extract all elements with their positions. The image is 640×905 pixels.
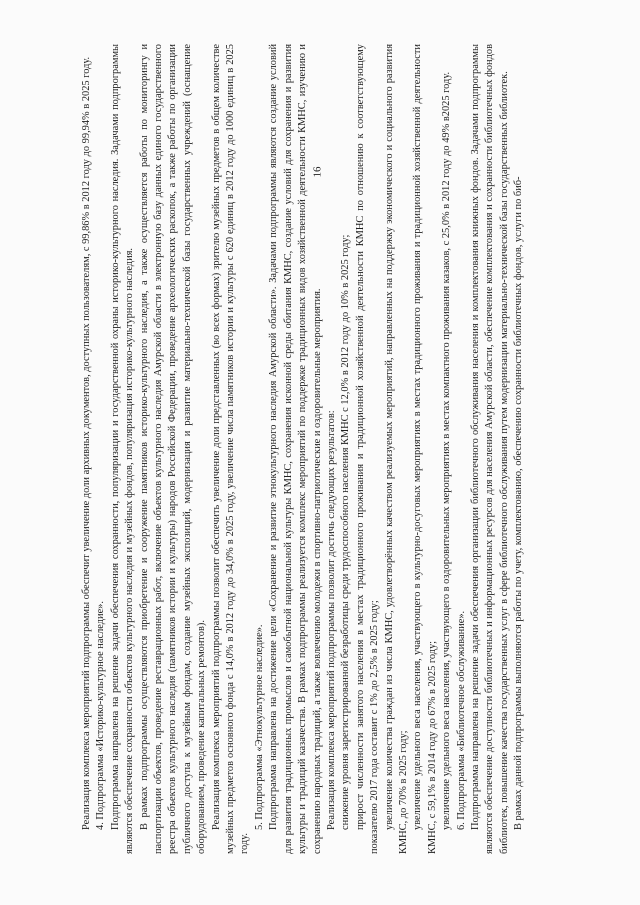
paragraph: 4. Подпрограмма «Историко-культурное наследие». xyxy=(95,601,107,830)
paragraph: увеличение количества граждан из числа КМНС, удовлетворённых качеством реализуемых мероприятий, направленных на поддержку экономического и социального развития КМНС, до 70% в 2025 году; xyxy=(383,44,409,854)
paragraph: В рамках подпрограммы осуществляются приобретение и сооружение памятников историко-культурного наследия, а также осуществляется работы по мониторингу и паспортизации объектов, проведение реставрационных работ, включение объектов культурного наследия Амурской области в электронную базу данных единого государственного реестра объектов культурного наследия (памятников истории и культуры) народов Российской Федерации, проведение археологических раскопок, а также работы по организации публичного доступа к музейным фондам, создание музейных экспозиций, модернизация и развитие материально-технической базы государственных учреждений (оснащение оборудованием, проведение капитальных ремонтов). xyxy=(138,44,208,854)
document-body xyxy=(80,44,566,854)
paragraph: 6. Подпрограмма «Библиотечное обслуживание». xyxy=(455,610,467,830)
paragraph: увеличение удельного веса населения, участвующего в культурно-досуговых мероприятиях в местах традиционного проживания и традиционной хозяйственной деятельности КМНС, с 59,1% в 2014 году до 67% в 2025 году; xyxy=(412,44,438,854)
paragraph: Подпрограмма направлена на решение задачи обеспечения организации библиотечного обслуживания населения и комплектования книжных фондов. Задачами подпрограммы являются обеспечение доступности библиотечных и информационных ресурсов для населения Амурской области, обеспечение комплектования и сохранности библиотечных фондов библиотек, повышение качества государственных услуг в сфере библиотечного обслуживания путем модернизации материально-технической базы государственных библиотек. xyxy=(469,44,510,854)
paragraph: Реализация комплекса мероприятий подпрограммы позволит достичь следующих результатов: xyxy=(325,410,337,830)
paragraph: Реализация комплекса мероприятий подпрограммы обеспечит увеличение доли архивных документов, доступных пользователям, с 99,86% в 2012 году до 99,94% в 2025 году. xyxy=(81,56,92,830)
paragraph: 5. Подпрограмма «Этнокультурное наследие». xyxy=(253,624,265,830)
paragraph: Подпрограмма направлена на решение задачи обеспечения сохранности, популяризации и государственной охраны историко-культурного наследия. Задачами подпрограммы являются обеспечение сохранности объектов культурного наследия и музейных фондов, популяризация историко-культурного наследия. xyxy=(109,44,136,854)
paragraph: Подпрограмма направлена на достижение цели «Сохранение и развитие этнокультурного наследия Амурской области». Задачами подпрограммы являются создание условий для развития традиционных промыслов и самобытной национальной культуры КМНС, сохранения исконной среды обитания КМНС, создание условий для сохранения и развития культуры и традиций казачества. В рамках подпрограммы реализуется комплекс мероприятий по поддержке традиционных видов хозяйственной деятельности КМНС, изучению и сохранению народных традиций, а также вовлечению молодежи в спортивно-патриотические и оздоровительные мероприятия. xyxy=(268,44,323,854)
paragraph: Реализация комплекса мероприятий подпрограммы позволит обеспечить увеличение доли представленных (во всех формах) зрителю музейных предметов в общем количестве музейных предметов основного фонда с 14,0% в 2012 году до 34,0% в 2025 году, увеличение числа памятников истории и культуры с 620 единиц в 2012 году до 1000 единиц в 2025 году. xyxy=(210,44,251,854)
page-number: 16 xyxy=(311,166,324,178)
paragraph: снижение уровня зарегистрированной безработицы среди трудоспособного населения КМНС с 12,0% в 2012 году до 10% в 2025 году; xyxy=(340,234,352,830)
paragraph: В рамках данной подпрограммы выполняются работы по учету, комплектованию, обеспечению сохранности библиотечных фондов, услуги по биб- xyxy=(513,176,525,830)
paragraph: прирост численности занятого населения в местах традиционного проживания и традиционной хозяйственной деятельности КМНС по отношению к соответствующему показателю 2017 года составит с 1% до 2,5% в 2025 году; xyxy=(354,44,381,854)
paragraph: увеличение удельного веса населения, участвующего в оздоровительных мероприятиях в местах компактного проживания казаков, с 25,0% в 2012 году до 49% в2025 году. xyxy=(441,71,453,830)
